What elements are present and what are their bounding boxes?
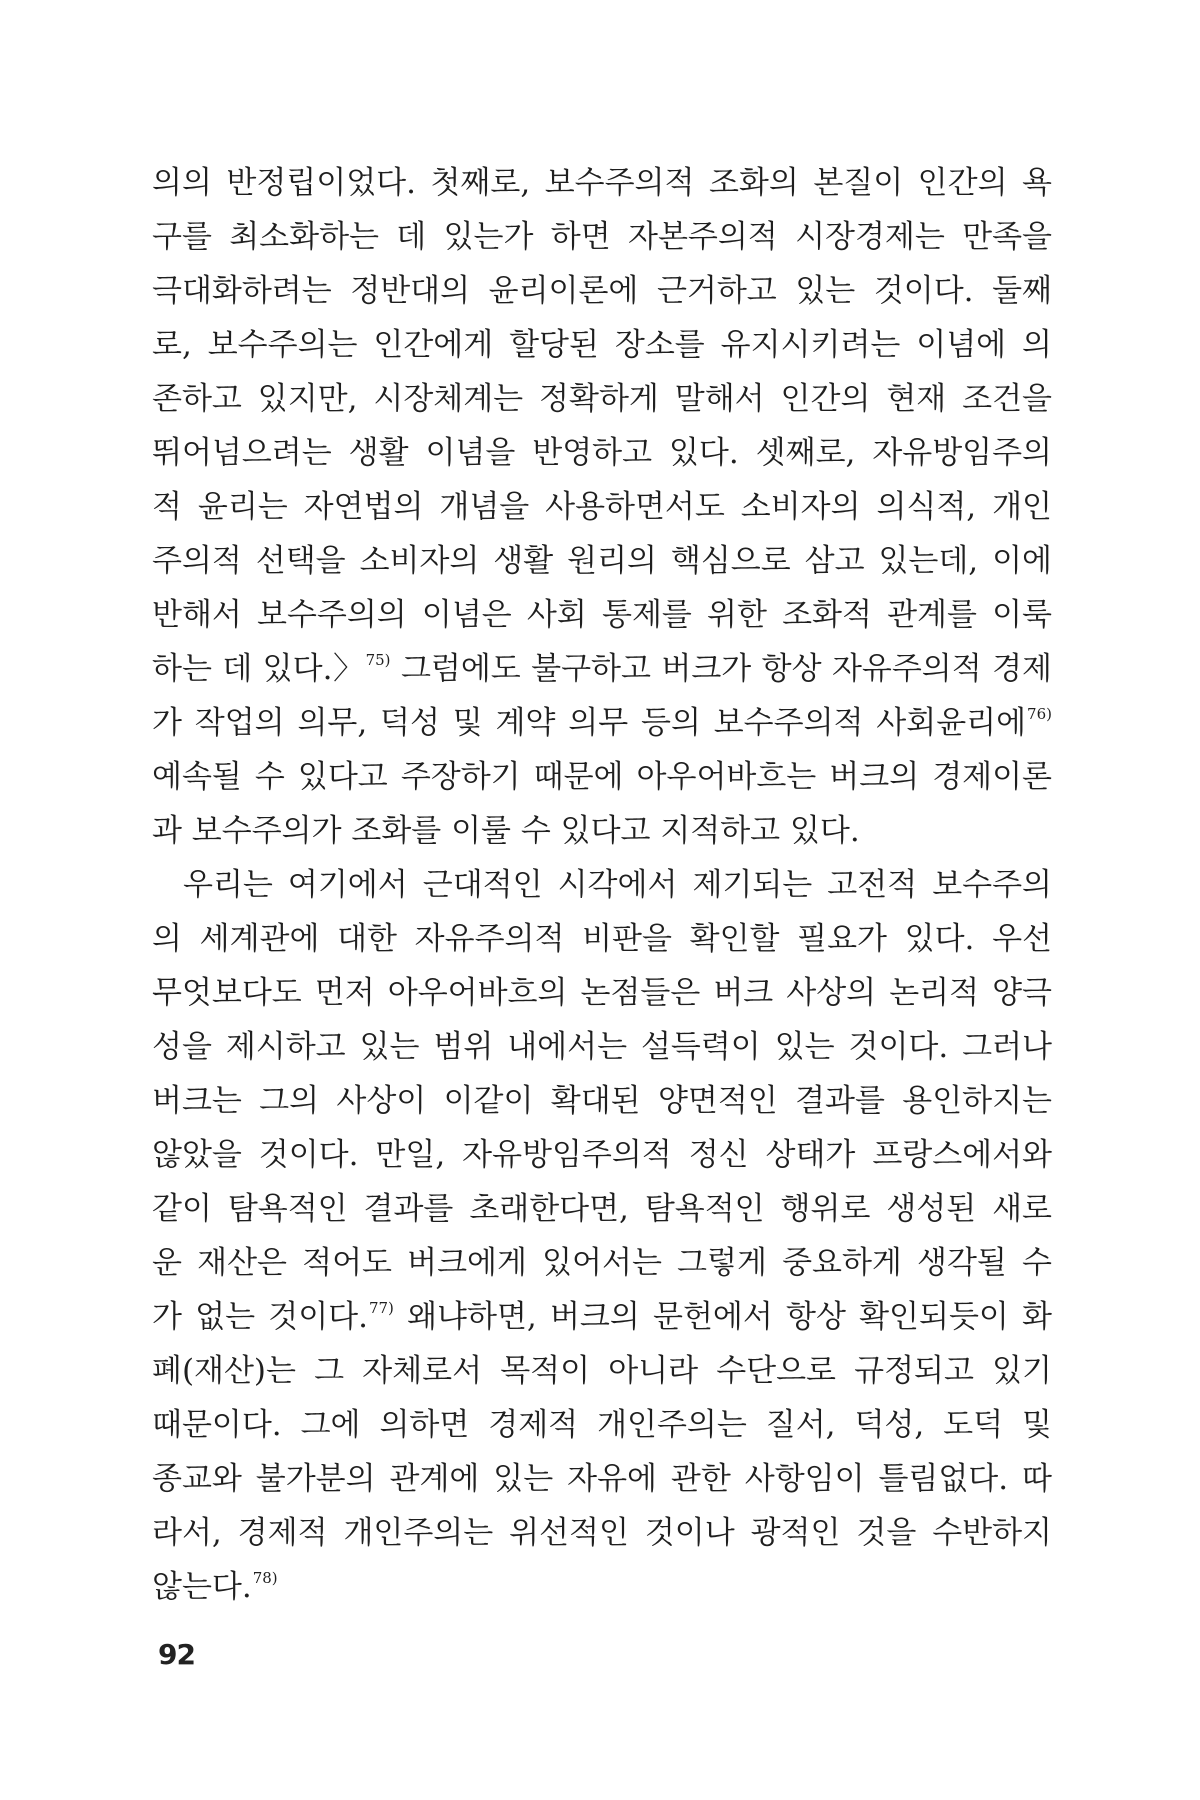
text-line: 구를 최소화하는 데 있는가 하면 자본주의적 시장경제는 만족을: [152, 219, 1052, 255]
paragraph-2: [152, 858, 1052, 1614]
text-line: 로, 보수주의는 인간에게 할당된 장소를 유지시키려는 이념에 의: [152, 327, 1052, 363]
text-line: 가 없는 것이다.$^{77)}$ 왜냐하면, 버크의 문헌에서 항상 확인되듯이 화: [152, 1299, 1052, 1335]
text-line: 과 보수주의가 조화를 이룰 수 있다고 지적하고 있다.: [152, 813, 860, 849]
text-line: 의의 반정립이었다. 첫째로, 보수주의적 조화의 본질이 인간의 욕: [152, 165, 1052, 201]
text-line: 반해서 보수주의의 이념은 사회 통제를 위한 조화적 관계를 이룩: [152, 597, 1052, 633]
text-line: 종교와 불가분의 관계에 있는 자유에 관한 사항임이 틀림없다. 따: [152, 1461, 1052, 1497]
text-line: 예속될 수 있다고 주장하기 때문에 아우어바흐는 버크의 경제이론: [152, 759, 1052, 795]
body-text: [152, 156, 1052, 1614]
text-line: 버크는 그의 사상이 이같이 확대된 양면적인 결과를 용인하지는: [152, 1083, 1052, 1119]
page-number: 92: [158, 1638, 195, 1671]
text-line: 성을 제시하고 있는 범위 내에서는 설득력이 있는 것이다. 그러나: [152, 1029, 1052, 1065]
text-line: 극대화하려는 정반대의 윤리이론에 근거하고 있는 것이다. 둘째: [152, 273, 1052, 309]
text-line: 존하고 있지만, 시장체계는 정확하게 말해서 인간의 현재 조건을: [152, 381, 1052, 417]
text-line: 않았을 것이다. 만일, 자유방임주의적 정신 상태가 프랑스에서와: [152, 1137, 1052, 1173]
footnote-ref-78: 78): [252, 1569, 278, 1587]
footnote-ref-76: 76): [1027, 705, 1052, 723]
footnote-ref-77: 77): [368, 1299, 394, 1317]
paragraph-1: [152, 156, 1052, 858]
text-line: 가 작업의 의무, 덕성 및 계약 의무 등의 보수주의적 사회윤리에$^{76)}$: [152, 705, 1052, 741]
text-line: 하는 데 있다.〉$^{75)}$ 그럼에도 불구하고 버크가 항상 자유주의적 경제: [152, 651, 1052, 687]
text-line: 뛰어넘으려는 생활 이념을 반영하고 있다. 셋째로, 자유방임주의: [152, 435, 1052, 471]
text-line: 같이 탐욕적인 결과를 초래한다면, 탐욕적인 행위로 생성된 새로: [152, 1191, 1052, 1227]
text-line: 의 세계관에 대한 자유주의적 비판을 확인할 필요가 있다. 우선: [152, 921, 1052, 957]
text-line: 폐(재산)는 그 자체로서 목적이 아니라 수단으로 규정되고 있기: [152, 1353, 1052, 1389]
text-line: 라서, 경제적 개인주의는 위선적인 것이나 광적인 것을 수반하지: [152, 1515, 1052, 1551]
text-line: 무엇보다도 먼저 아우어바흐의 논점들은 버크 사상의 논리적 양극: [152, 975, 1052, 1011]
text-line: 않는다.$^{78)}$: [152, 1569, 278, 1605]
text-line: 운 재산은 적어도 버크에게 있어서는 그렇게 중요하게 생각될 수: [152, 1245, 1052, 1281]
text-line: 우리는 여기에서 근대적인 시각에서 제기되는 고전적 보수주의: [183, 867, 1052, 903]
text-line: 적 윤리는 자연법의 개념을 사용하면서도 소비자의 의식적, 개인: [152, 489, 1052, 525]
footnote-ref-75: 75): [365, 651, 391, 669]
text-line: 때문이다. 그에 의하면 경제적 개인주의는 질서, 덕성, 도덕 및: [152, 1407, 1052, 1443]
text-line: 주의적 선택을 소비자의 생활 원리의 핵심으로 삼고 있는데, 이에: [152, 543, 1052, 579]
